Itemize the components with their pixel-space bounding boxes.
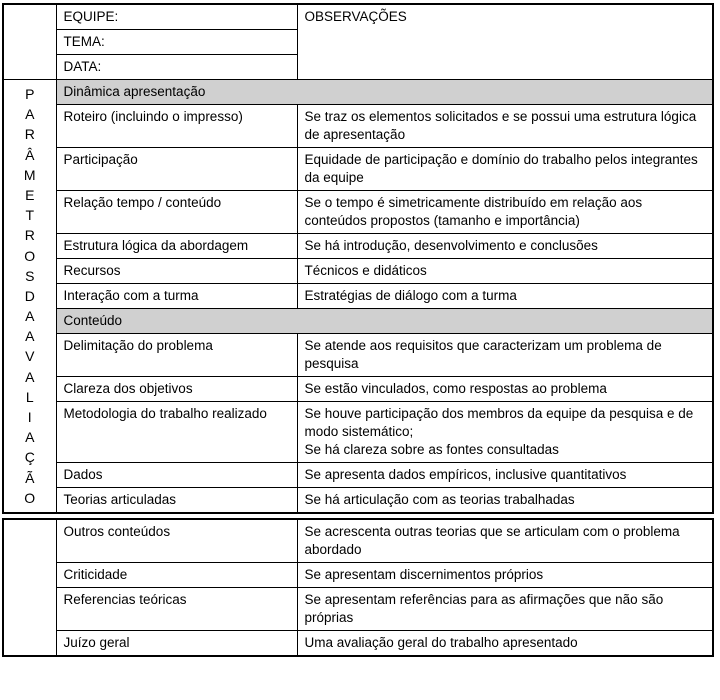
observations-header: OBSERVAÇÕES <box>297 4 713 80</box>
criterion-cell: Outros conteúdos <box>56 519 297 563</box>
observation-cell: Se há introdução, desenvolvimento e conclusões <box>297 234 713 259</box>
side-label-letter: D <box>24 287 35 304</box>
observation-cell: Se apresentam discernimentos próprios <box>297 563 713 588</box>
observation-cell: Se acrescenta outras teorias que se articulam com o problema abordado <box>297 519 713 563</box>
header-field-label: DATA: <box>56 55 297 80</box>
side-label-letter: A <box>25 308 35 325</box>
observation-cell: Uma avaliação geral do trabalho apresentado <box>297 631 713 657</box>
side-label-letter: T <box>25 207 35 224</box>
section-header: Dinâmica apresentação <box>56 80 713 105</box>
criterion-cell: Teorias articuladas <box>56 488 297 514</box>
side-label-letter: R <box>24 227 35 244</box>
header-field-label: EQUIPE: <box>56 4 297 30</box>
side-vertical-label-cell <box>3 80 56 514</box>
section-header: Conteúdo <box>56 309 713 334</box>
observation-cell: Se há articulação com as teorias trabalhadas <box>297 488 713 514</box>
table-row <box>3 563 713 588</box>
side-label-letter: P <box>25 86 35 102</box>
criterion-cell: Metodologia do trabalho realizado <box>56 402 297 463</box>
observation-cell: Se atende aos requisitos que caracterizam um problema de pesquisa <box>297 334 713 377</box>
side-label-letter: M <box>23 166 36 183</box>
criterion-cell: Participação <box>56 148 297 191</box>
table-row <box>3 191 713 234</box>
table-row <box>3 402 713 463</box>
criterion-cell: Referencias teóricas <box>56 588 297 631</box>
bottom-left-empty-cell <box>3 519 56 656</box>
criterion-cell: Relação tempo / conteúdo <box>56 191 297 234</box>
header-field-label: TEMA: <box>56 30 297 55</box>
evaluation-table-main-body <box>3 4 713 513</box>
observation-cell: Se apresenta dados empíricos, inclusive quantitativos <box>297 463 713 488</box>
observation-cell: Técnicos e didáticos <box>297 259 713 284</box>
header-row <box>3 4 713 30</box>
observation-cell: Equidade de participação e domínio do trabalho pelos integrantes da equipe <box>297 148 713 191</box>
table-row <box>3 259 713 284</box>
table-row <box>3 463 713 488</box>
top-left-empty-cell <box>3 4 56 80</box>
table-row <box>3 588 713 631</box>
table-row <box>3 334 713 377</box>
side-label-letter: V <box>25 348 35 365</box>
side-label-letter: A <box>25 429 35 446</box>
criterion-cell: Estrutura lógica da abordagem <box>56 234 297 259</box>
criterion-cell: Criticidade <box>56 563 297 588</box>
table-row <box>3 148 713 191</box>
observation-line: Se há clareza sobre as fontes consultadas <box>304 442 559 457</box>
side-label-letter: Â <box>25 146 35 163</box>
table-row <box>3 377 713 402</box>
table-row <box>3 488 713 514</box>
evaluation-table-bottom-body <box>3 519 713 656</box>
criterion-cell: Recursos <box>56 259 297 284</box>
side-label-letter: Ã <box>25 469 35 486</box>
table-row <box>3 234 713 259</box>
table-row <box>3 284 713 309</box>
observation-cell: Se traz os elementos solicitados e se possui uma estrutura lógica de apresentação <box>297 105 713 148</box>
observation-cell <box>297 402 713 463</box>
side-label-letter: E <box>25 186 35 203</box>
document-page <box>2 3 714 657</box>
criterion-cell: Clareza dos objetivos <box>56 377 297 402</box>
side-label-letter: A <box>25 106 35 123</box>
observation-cell: Estratégias de diálogo com a turma <box>297 284 713 309</box>
side-label-letter: L <box>25 388 34 405</box>
table-row <box>3 631 713 657</box>
criterion-cell: Delimitação do problema <box>56 334 297 377</box>
side-label-letter: I <box>27 409 32 425</box>
table-row <box>3 309 713 334</box>
criterion-cell: Dados <box>56 463 297 488</box>
criterion-cell: Interação com a turma <box>56 284 297 309</box>
table-row <box>3 519 713 563</box>
side-label-letter: Ç <box>24 449 35 466</box>
criterion-cell: Juízo geral <box>56 631 297 657</box>
side-label-letter: O <box>24 247 36 264</box>
table-row <box>3 80 713 105</box>
table-row <box>3 105 713 148</box>
evaluation-table-main <box>2 3 714 514</box>
observation-cell: Se estão vinculados, como respostas ao problema <box>297 377 713 402</box>
side-label-letter: O <box>24 489 36 506</box>
observation-line: Se houve participação dos membros da equipe da pesquisa e de modo sistemático; <box>304 406 694 439</box>
side-label-letter: A <box>25 328 35 345</box>
side-label-letter: A <box>25 368 35 385</box>
observation-cell: Se o tempo é simetricamente distribuído em relação aos conteúdos propostos (tamanho e importância) <box>297 191 713 234</box>
side-label-letter: R <box>24 126 35 143</box>
side-vertical-label <box>4 87 56 505</box>
side-label-letter: S <box>25 267 35 284</box>
criterion-cell: Roteiro (incluindo o impresso) <box>56 105 297 148</box>
evaluation-table-bottom <box>2 518 714 657</box>
observation-cell: Se apresentam referências para as afirmações que não são próprias <box>297 588 713 631</box>
